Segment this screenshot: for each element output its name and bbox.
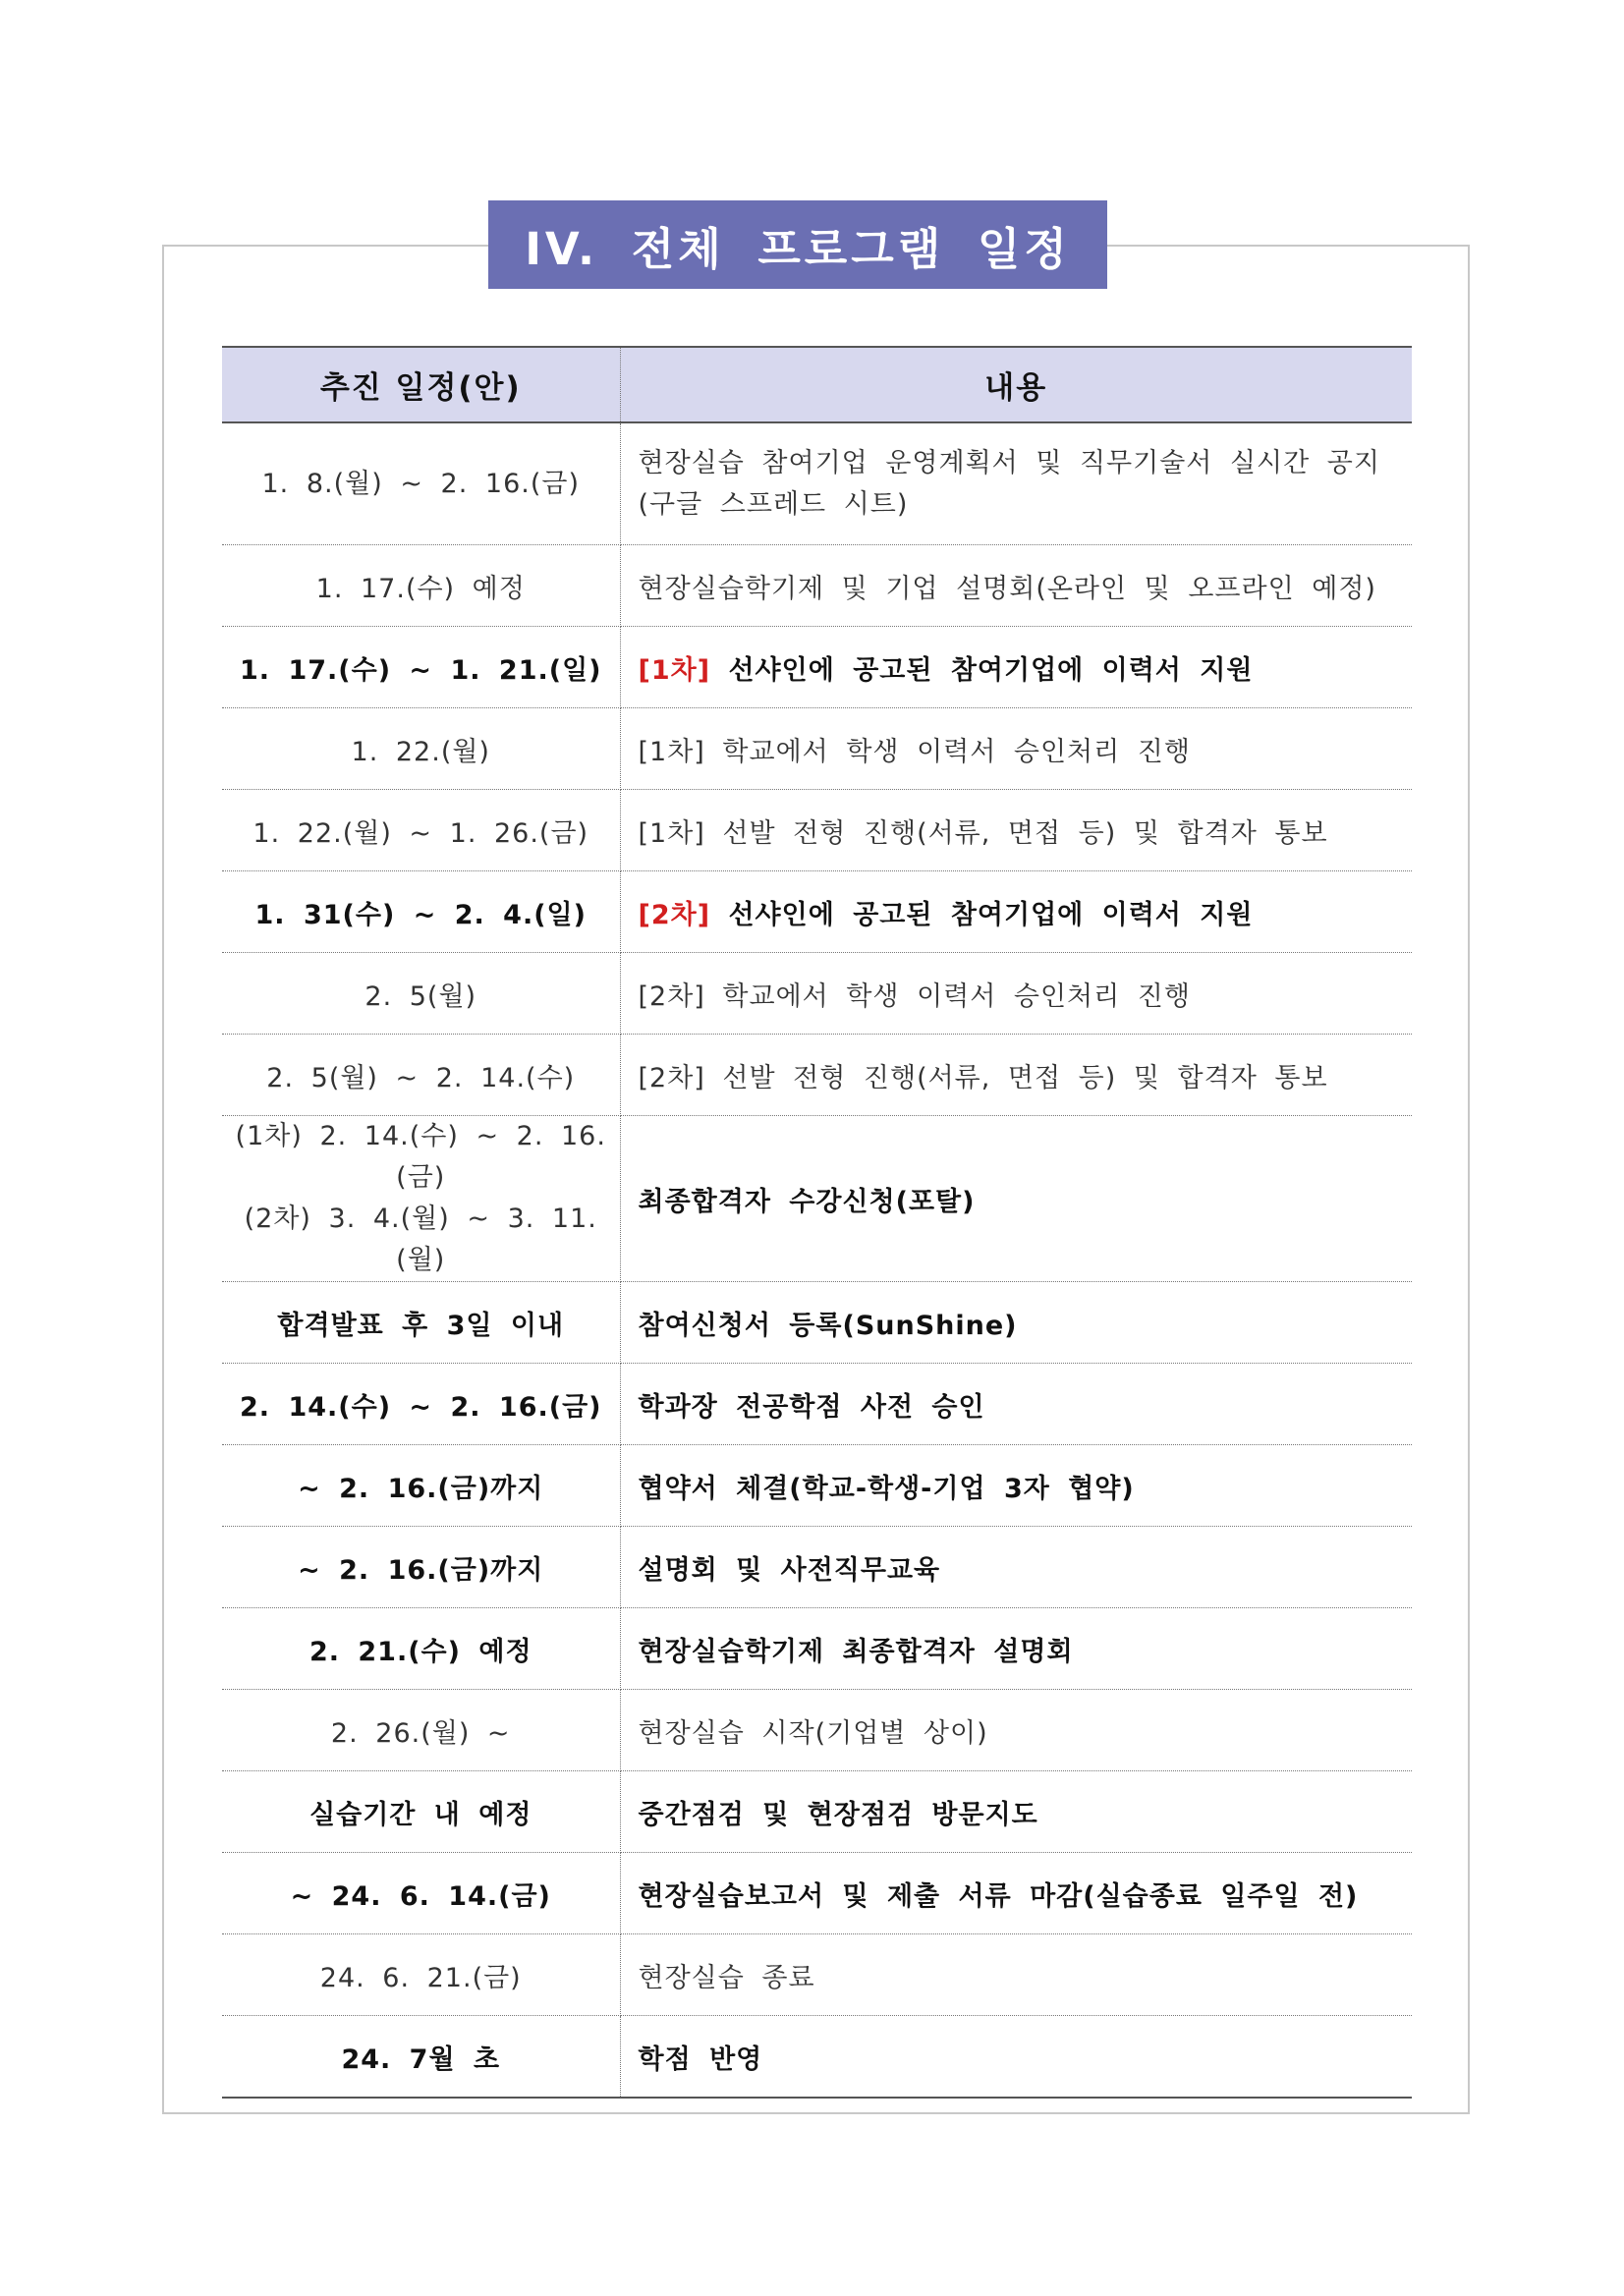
row-content: 중간점검 및 현장점검 방문지도: [620, 1771, 1412, 1853]
row-date: 1. 22.(월): [222, 708, 620, 790]
row-content: 최종합격자 수강신청(포탈): [620, 1116, 1412, 1282]
row-date: [222, 1116, 620, 1282]
table-row: [222, 871, 1412, 953]
row-date: 2. 5(월): [222, 953, 620, 1035]
row-date: 2. 21.(수) 예정: [222, 1608, 620, 1690]
table-row: [222, 1608, 1412, 1690]
table-row: [222, 545, 1412, 627]
row-date: ~ 2. 16.(금)까지: [222, 1445, 620, 1527]
table-row: [222, 1690, 1412, 1771]
row-content: [620, 871, 1412, 953]
row-date: ~ 24. 6. 14.(금): [222, 1853, 620, 1934]
header-date: 추진 일정(안): [222, 347, 620, 422]
row-content: [2차] 학교에서 학생 이력서 승인처리 진행: [620, 953, 1412, 1035]
row-date-line1: (1차) 2. 14.(수) ~ 2. 16.(금): [235, 1121, 606, 1193]
table-row: [222, 627, 1412, 708]
table-row: [222, 1445, 1412, 1527]
table-row: [222, 2016, 1412, 2099]
table-row: [222, 1527, 1412, 1608]
row-content: 학점 반영: [620, 2016, 1412, 2099]
table-row: [222, 790, 1412, 871]
row-date: ~ 2. 16.(금)까지: [222, 1527, 620, 1608]
row-date: 1. 17.(수) ~ 1. 21.(일): [222, 627, 620, 708]
table-row: [222, 1364, 1412, 1445]
round-tag: [2차]: [638, 899, 711, 930]
row-content: [2차] 선발 전형 진행(서류, 면접 등) 및 합격자 통보: [620, 1035, 1412, 1116]
table-row: [222, 1035, 1412, 1116]
row-date: 실습기간 내 예정: [222, 1771, 620, 1853]
row-content-text: 선샤인에 공고된 참여기업에 이력서 지원: [710, 899, 1254, 930]
row-content: 학과장 전공학점 사전 승인: [620, 1364, 1412, 1445]
table-row: [222, 422, 1412, 545]
row-date: 2. 14.(수) ~ 2. 16.(금): [222, 1364, 620, 1445]
row-content: 현장실습 종료: [620, 1934, 1412, 2016]
table-row: [222, 953, 1412, 1035]
row-content: [620, 627, 1412, 708]
row-content: [1차] 학교에서 학생 이력서 승인처리 진행: [620, 708, 1412, 790]
row-content: [620, 422, 1412, 545]
row-content: [1차] 선발 전형 진행(서류, 면접 등) 및 합격자 통보: [620, 790, 1412, 871]
row-date: 2. 5(월) ~ 2. 14.(수): [222, 1035, 620, 1116]
row-content: 설명회 및 사전직무교육: [620, 1527, 1412, 1608]
schedule-table: [222, 346, 1412, 2099]
row-date-line2: (2차) 3. 4.(월) ~ 3. 11.(월): [244, 1204, 597, 1275]
round-tag: [1차]: [638, 654, 711, 686]
table-row: [222, 1771, 1412, 1853]
row-content: 현장실습학기제 최종합격자 설명회: [620, 1608, 1412, 1690]
row-content: 참여신청서 등록(SunShine): [620, 1282, 1412, 1364]
row-content-line1: 현장실습 참여기업 운영계획서 및 직무기술서 실시간 공지: [638, 447, 1380, 478]
table-header-row: [222, 347, 1412, 422]
row-content: 현장실습보고서 및 제출 서류 마감(실습종료 일주일 전): [620, 1853, 1412, 1934]
row-date: 1. 17.(수) 예정: [222, 545, 620, 627]
section-title: IV. 전체 프로그램 일정: [488, 200, 1107, 289]
table-row: [222, 1934, 1412, 2016]
row-date: 24. 7월 초: [222, 2016, 620, 2099]
row-content-line2: (구글 스프레드 시트): [638, 488, 909, 520]
row-date: 합격발표 후 3일 이내: [222, 1282, 620, 1364]
row-date: 2. 26.(월) ~: [222, 1690, 620, 1771]
table-row: [222, 1116, 1412, 1282]
row-date: 1. 22.(월) ~ 1. 26.(금): [222, 790, 620, 871]
row-date: 1. 8.(월) ~ 2. 16.(금): [222, 422, 620, 545]
row-content: 현장실습 시작(기업별 상이): [620, 1690, 1412, 1771]
row-date: 24. 6. 21.(금): [222, 1934, 620, 2016]
table-row: [222, 1282, 1412, 1364]
row-date: 1. 31(수) ~ 2. 4.(일): [222, 871, 620, 953]
table-row: [222, 1853, 1412, 1934]
row-content: 현장실습학기제 및 기업 설명회(온라인 및 오프라인 예정): [620, 545, 1412, 627]
row-content: 협약서 체결(학교-학생-기업 3자 협약): [620, 1445, 1412, 1527]
table-row: [222, 708, 1412, 790]
row-content-text: 선샤인에 공고된 참여기업에 이력서 지원: [710, 654, 1254, 686]
header-content: 내용: [620, 347, 1412, 422]
